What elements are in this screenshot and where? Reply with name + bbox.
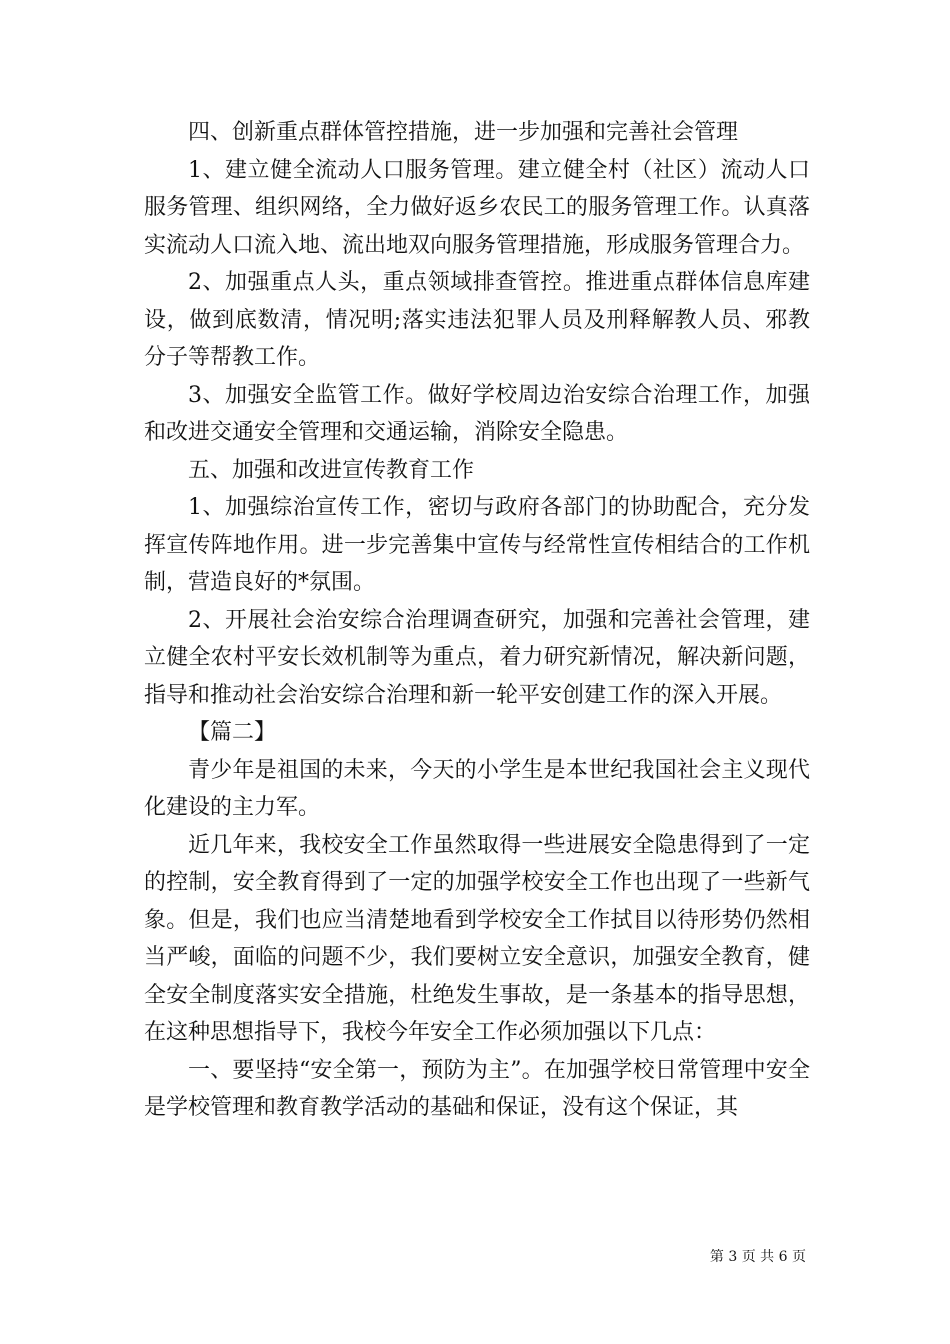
paragraph: 近几年来，我校安全工作虽然取得一些进展安全隐患得到了一定的控制，安全教育得到了一定的加强学校安全工作也出现了一些新气象。但是，我们也应当清楚地看到学校安全工作拭目以待形势仍然相当严峻，面临的问题不少，我们要树立安全意识，加强安全教育，健全安全制度落实安全措施，杜绝发生事故，是一条基本的指导思想，在这种思想指导下，我校今年安全工作必须加强以下几点： (144, 832, 810, 1045)
document-body (144, 114, 810, 1127)
paragraph: 2、开展社会治安综合治理调查研究，加强和完善社会管理，建立健全农村平安长效机制等为重点，着力研究新情况，解决新问题，指导和推动社会治安综合治理和新一轮平安创建工作的深入开展。 (144, 607, 810, 708)
paragraph: 一、要坚持“安全第一，预防为主”。在加强学校日常管理中安全是学校管理和教育教学活动的基础和保证，没有这个保证，其 (144, 1057, 810, 1120)
paragraph: 3、加强安全监管工作。做好学校周边治安综合治理工作，加强和改进交通安全管理和交通运输，消除安全隐患。 (144, 382, 810, 445)
page-number: 第 3 页 共 6 页 (709, 1249, 806, 1265)
paragraph: 青少年是祖国的未来，今天的小学生是本世纪我国社会主义现代化建设的主力军。 (144, 757, 810, 820)
paragraph: 1、加强综治宣传工作，密切与政府各部门的协助配合，充分发挥宣传阵地作用。进一步完善集中宣传与经常性宣传相结合的工作机制，营造良好的*氛围。 (144, 495, 810, 595)
section-heading-4: 四、创新重点群体管控措施，进一步加强和完善社会管理 (188, 120, 739, 145)
paragraph: 2、加强重点人头，重点领域排查管控。推进重点群体信息库建设，做到底数清，情况明;落实违法犯罪人员及刑释解教人员、邪教分子等帮教工作。 (144, 270, 810, 370)
paragraph: 1、建立健全流动人口服务管理。建立健全村（社区）流动人口服务管理、组织网络，全力做好返乡农民工的服务管理工作。认真落实流动人口流入地、流出地双向服务管理措施，形成服务管理合力。 (144, 157, 810, 258)
chapter-heading: 【篇二】 (188, 720, 277, 745)
section-heading-5: 五、加强和改进宣传教育工作 (188, 457, 475, 483)
